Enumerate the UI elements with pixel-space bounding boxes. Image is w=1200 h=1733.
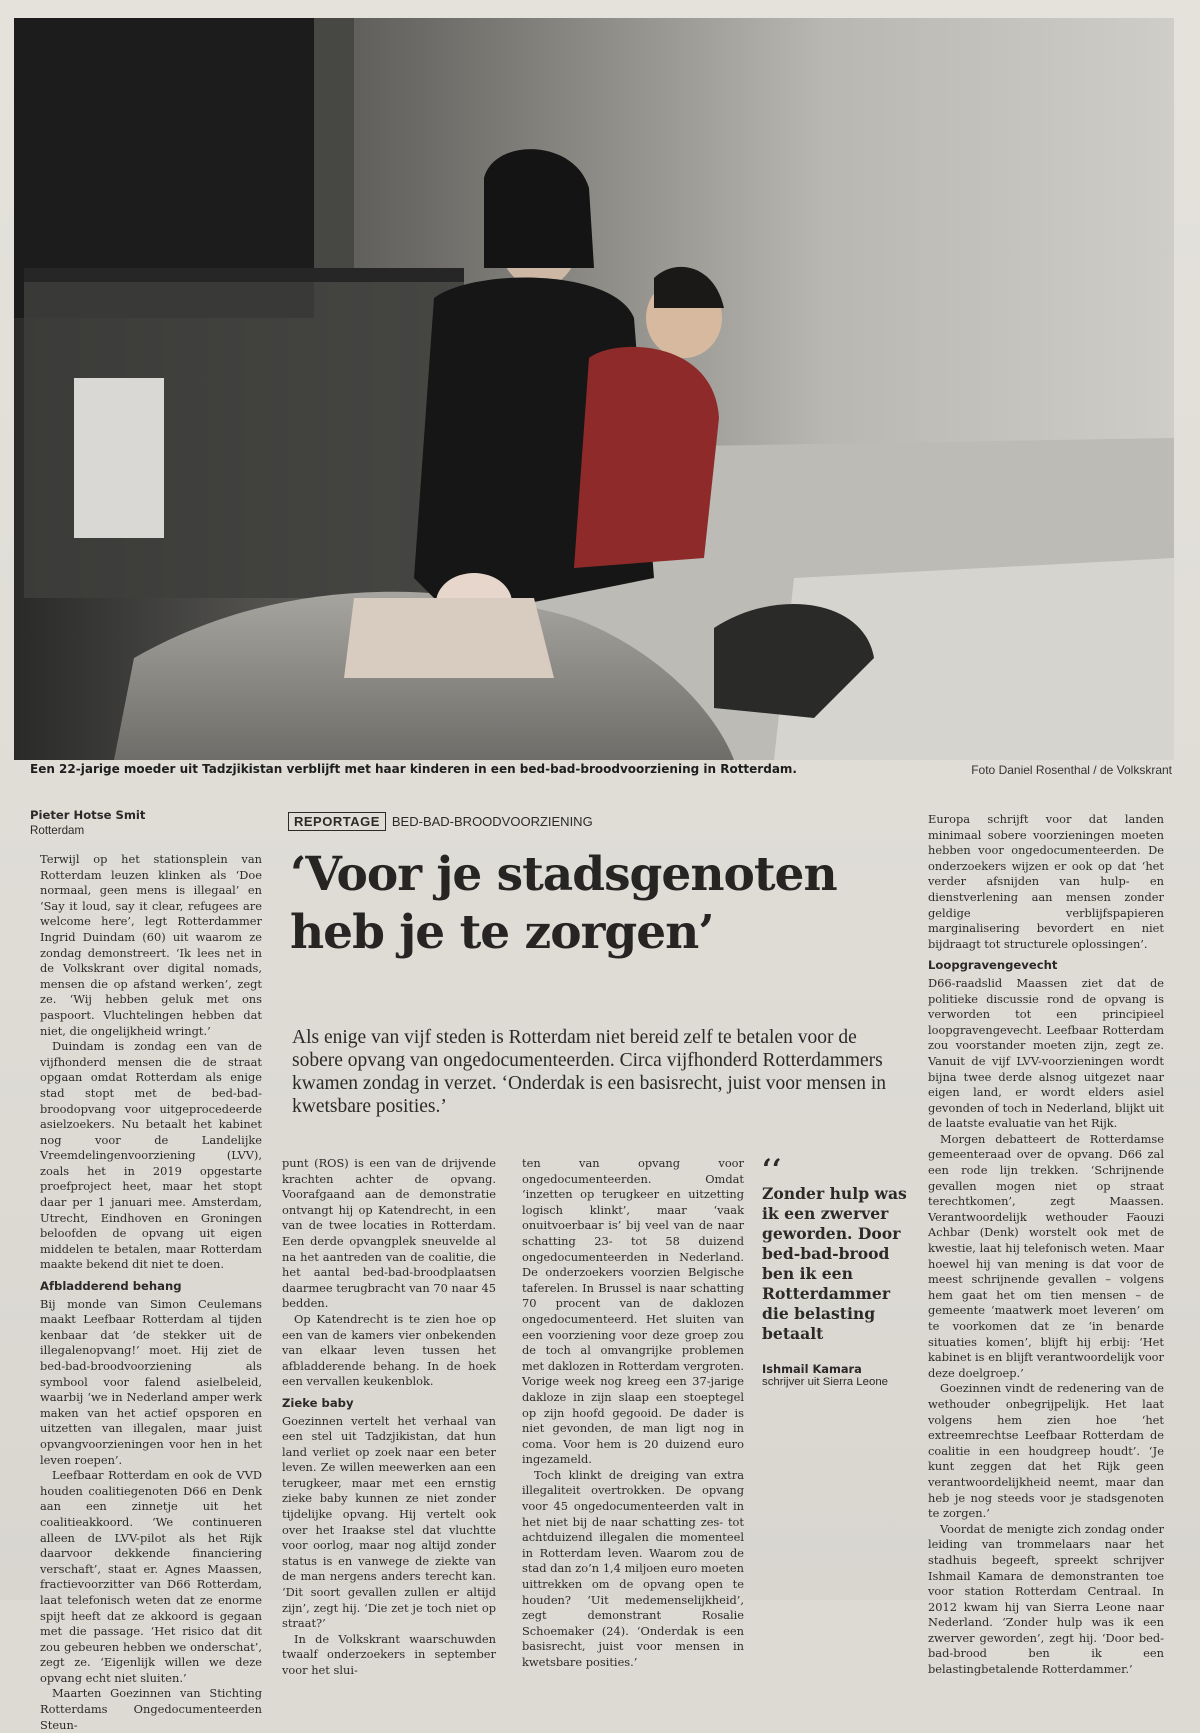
paragraph: Europa schrijft voor dat landen minimaal sobere voorzieningen moeten hebben voor ongedocumenteerden. De onderzoekers wijzen er ook op dat ‘het verder afsnijden van hulp- en dienstverlening aan mensen zonder geldige verblijfspapieren marginalisering bevordert en niet bijdraagt tot structurele oplossingen’. xyxy=(928,812,1164,951)
quote-mark: ‘‘ xyxy=(762,1153,782,1186)
paragraph: ten van opvang voor ongedocumenteerden. Omdat ‘inzetten op terugkeer en uitzetting logisch klinkt’, maar ‘vaak onuitvoerbaar is’ bij veel van de naar schatting 23- tot 58 duizend ongedocumenteerden in Nederland. De onderzoekers voorzien Belgische taferelen. In Brussel is naar schatting 70 procent van de daklozen ongedocumenteerd. Het sluiten van een voorziening voor deze groep zou de toch al omvangrijke problemen met daklozen in Rotterdam vergroten. Vorige week nog kreeg een 37-jarige dakloze in zijn slaap een stoeptegel op zijn hoofd gegooid. De dader is niet gevonden, de man ligt nog in coma. Voor hem is 20 duizend euro ingezameld. xyxy=(522,1156,744,1467)
topic-label: BED-BAD-BROODVOORZIENING xyxy=(391,814,593,829)
quote-text: Zonder hulp was ik een zwerver geworden. Door bed-bad-brood ben ik een Rotterdammer die belasting betaalt xyxy=(762,1184,907,1343)
paragraph: In de Volkskrant waarschuwden twaalf onderzoekers in september voor het slui- xyxy=(282,1631,496,1677)
subheading: Loopgravengevecht xyxy=(928,958,1058,973)
quote-author: Ishmail Kamara xyxy=(762,1362,862,1376)
pull-quote xyxy=(762,1153,912,1388)
quote-author-role: schrijver uit Sierra Leone xyxy=(762,1376,888,1388)
section-label: REPORTAGE xyxy=(288,812,386,831)
article-kicker xyxy=(288,812,593,831)
paragraph: D66-raadslid Maassen ziet dat de politieke discussie rond de opvang is verworden tot een principieel loopgravengevecht. Leefbaar Rotterdam zou voorstander moeten zijn, zegt ze. Vanuit de vijf LVV-voorzieningen wordt bijna twee derde alsnog uitgezet naar eigen land, er wordt elders asiel gevonden of toch in Nederland, blijkt uit de laatste evaluatie van het Rijk. xyxy=(928,975,1164,1131)
headline: ‘Voor je stadsgenoten heb je te zorgen’ xyxy=(290,847,837,960)
paragraph: Morgen debatteert de Rotterdamse gemeenteraad over de opvang. D66 zal een rode lijn trekken. ‘Schrijnende gevallen mogen niet op straat terechtkomen’, zegt Maassen. Verantwoordelijk wethouder Faouzi Achbar (Denk) worstelt ook met de kwestie, laat hij telefonisch weten. Maar hoewel hij van mening is dat voor de meest schrijnende gevallen – volgens hem gaat het om tien mensen – de gemeente ‘maatwerk moet leveren’ om te voorkomen dat ze ‘in benarde situaties komen’, blijft hij erbij: ‘Het kabinet is en blijft verantwoordelijk voor deze doelgroep.’ xyxy=(928,1131,1164,1380)
photo-credit: Foto Daniel Rosenthal / de Volkskrant xyxy=(971,763,1172,777)
paragraph: Goezinnen vertelt het verhaal van een stel uit Tadzjikistan, dat hun land verliet op zoek naar een beter leven. Ze willen meewerken aan een terugkeer, maar met een ernstig zieke baby kunnen ze niet zonder tijdelijke opvang. Hij vertelt ook over het Iraakse stel dat vluchtte voor oorlog, maar nog altijd zonder status is en vanwege de ziekte van de man nergens anders terecht kan. ‘Dit soort gevallen zullen er altijd zijn’, zegt hij. ‘Die zet je toch niet op straat?’ xyxy=(282,1413,496,1631)
paragraph: Op Katendrecht is te zien hoe op een van de kamers vier onbekenden van elkaar leven tussen het afbladderende behang. In de hoek een vervallen keukenblok. xyxy=(282,1311,496,1389)
paragraph: Duindam is zondag een van de vijfhonderd mensen die de straat opgaan omdat Rotterdam als enige stad stopt met de bed-bad-broodopvang voor uitgeprocedeerde asielzoekers. Nu betaalt het kabinet nog voor de Landelijke Vreemdelingenvoorziening (LVV), zoals het in 2019 opgestarte proefproject heet, maar het stopt daar per 1 januari mee. Amsterdam, Utrecht, Eindhoven en Groningen beloofden de opvang uit eigen middelen te betalen, maar Rotterdam maakte bekend dit niet te doen. xyxy=(40,1039,262,1272)
photo-caption: Een 22-jarige moeder uit Tadzjikistan verblijft met haar kinderen in een bed-bad-broodvoorziening in Rotterdam. xyxy=(30,762,797,776)
paragraph: Maarten Goezinnen van Stichting Rotterdams Ongedocumenteerden Steun- xyxy=(40,1686,262,1732)
paragraph: Goezinnen vindt de redenering van de wethouder onbegrijpelijk. Het laat volgens hem zien hoe ‘het extreemrechtse Leefbaar Rotterdam de coalitie in een houdgreep houdt’. ‘Je kunt zeggen dat het Rijk geen verantwoordelijkheid neemt, maar dan heb je nog steeds voor je stadsgenoten te zorgen.’ xyxy=(928,1381,1164,1521)
paragraph: Bij monde van Simon Ceulemans maakt Leefbaar Rotterdam al tijden kenbaar dat ‘de stekker uit de illegalenopvang!’ moet. Hij ziet de bed-bad-broodvoorziening als symbool voor falend asielbeleid, waarbij ‘we in Nederland amper werk maken van het actief opsporen en uitzetten van illegalen, maar juist opvangvoorzieningen voor hen in het leven roepen’. xyxy=(40,1296,262,1467)
photo-illustration xyxy=(14,18,1174,760)
lead-paragraph: Als enige van vijf steden is Rotterdam niet bereid zelf te betalen voor de sobere opvang van ongedocumenteerden. Circa vijfhonderd Rotterdammers kwamen zondag in verzet. ‘Onderdak is een basisrecht, juist voor mensen in kwetsbare posities.’ xyxy=(292,1027,887,1117)
author-location: Rotterdam xyxy=(30,824,85,837)
column-4 xyxy=(928,812,1164,1678)
paragraph: Toch klinkt de dreiging van extra illegaliteit overtrokken. De opvang voor 45 ongedocumenteerden valt in het niet bij de naar schatting zes- tot achtduizend illegalen die momenteel in Rotterdam leven. Waarom zou de stad dan zo’n 1,4 miljoen euro moeten uittrekken om de opvang open te houden? ‘Uit medemenselijkheid’, zegt demonstrant Rosalie Schoemaker (24). ‘Onderdak is een basisrecht, juist voor mensen in kwetsbare posities.’ xyxy=(522,1467,744,1669)
paragraph: Leefbaar Rotterdam en ook de VVD houden coalitiegenoten D66 en Denk aan een zinnetje uit het coalitieakkoord. ‘We continueren alleen de LVV-pilot als het Rijk daarvoor dekkende financiering verschaft’, staat er. Agnes Maassen, fractievoorzitter van D66 Rotterdam, laat telefonisch weten dat ze enorme spijt heeft dat ze akkoord is gegaan met die passage. ‘Het risico dat dit zou gebeuren hebben we onderschat’, zegt ze. ‘Eigenlijk willen we deze opvang echt niet sluiten.’ xyxy=(40,1468,262,1685)
subheading: Zieke baby xyxy=(282,1395,354,1410)
paragraph: punt (ROS) is een van de drijvende krachten achter de opvang. Voorafgaand aan de demonstratie ontvangt hij op Katendrecht, in een van de twee locaties in Rotterdam. Een derde opvangplek sneuvelde al na het aantreden van de coalitie, die het aantal bed-bad-broodplaatsen daarmee terugbracht van 70 naar 45 bedden. xyxy=(282,1156,496,1311)
column-2 xyxy=(282,1156,496,1679)
column-3 xyxy=(522,1156,744,1671)
article-photo xyxy=(14,18,1174,760)
author-name: Pieter Hotse Smit xyxy=(30,808,146,822)
column-1 xyxy=(40,852,262,1733)
subheading: Afbladderend behang xyxy=(40,1279,182,1294)
paragraph: Voordat de menigte zich zondag onder leiding van trommelaars naar het stadhuis begeeft, spreekt schrijver Ishmail Kamara de demonstranten toe voor station Rotterdam Centraal. In 2012 kwam hij van Sierra Leone naar Nederland. ‘Zonder hulp was ik een zwerver geworden’, zegt hij. ‘Door bed-bad-brood ben ik een belastingbetalende Rotterdammer.’ xyxy=(928,1521,1164,1677)
paragraph: Terwijl op het stationsplein van Rotterdam leuzen klinken als ‘Doe normaal, geen mens is illegaal’ en ‘Say it loud, say it clear, refugees are welcome here’, legt Rotterdammer Ingrid Duindam (60) uit waarom ze zondag demonstreert. ‘Ik lees net in de Volkskrant over digital nomads, mensen die op afstand werken’, zegt ze. ‘Wij hebben geluk met ons paspoort. Vluchtelingen hebben dat niet, die ongelijkheid wringt.’ xyxy=(40,852,262,1038)
